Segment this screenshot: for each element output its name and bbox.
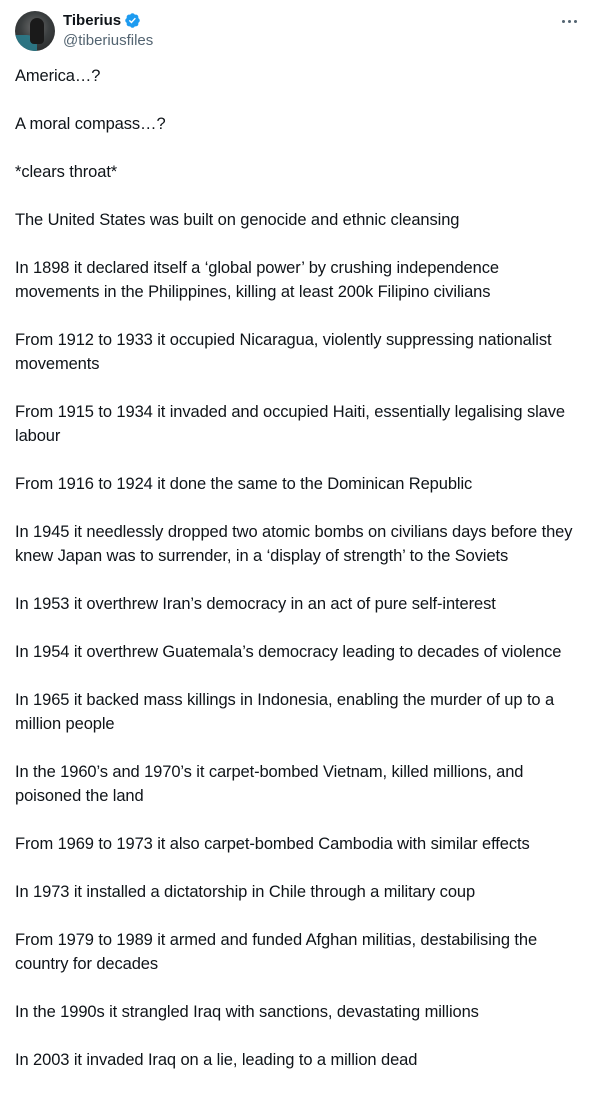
tweet-paragraph: In 1953 it overthrew Iran’s democracy in an act of pure self-interest: [15, 595, 496, 613]
more-options-icon[interactable]: [558, 11, 580, 31]
tweet-paragraph: In 2003 it invaded Iraq on a lie, leading to a million dead: [15, 1051, 418, 1069]
tweet-header: [15, 11, 584, 53]
more-dot: [568, 20, 571, 23]
avatar-figure: [30, 18, 44, 44]
avatar[interactable]: [15, 11, 55, 51]
tweet-paragraph: In 1898 it declared itself a ‘global power’ by crushing independence movements in the Philippines, killing at least 200k Filipino civilians: [15, 259, 499, 301]
tweet-paragraph: *clears throat*: [15, 163, 118, 181]
tweet-paragraph: From 1979 to 1989 it armed and funded Afghan militias, destabilising the country for decades: [15, 931, 538, 973]
tweet-text: [15, 64, 585, 1096]
more-dot: [562, 20, 565, 23]
tweet-paragraph: From 1969 to 1973 it also carpet-bombed Cambodia with similar effects: [15, 835, 530, 853]
author-names: [63, 11, 153, 49]
tweet-paragraph: America…?: [15, 67, 101, 85]
more-dot: [574, 20, 577, 23]
tweet-paragraph: In 1945 it needlessly dropped two atomic bombs on civilians days before they knew Japan was to surrender, in a ‘display of strength’ to the Soviets: [15, 523, 573, 565]
tweet-paragraph: In 1954 it overthrew Guatemala’s democracy leading to decades of violence: [15, 643, 562, 661]
author-handle[interactable]: @tiberiusfiles: [63, 32, 154, 49]
tweet-paragraph: In 1973 it installed a dictatorship in Chile through a military coup: [15, 883, 476, 901]
tweet-paragraph: In the 1990s it strangled Iraq with sanctions, devastating millions: [15, 1003, 479, 1021]
tweet-paragraph: The United States was built on genocide and ethnic cleansing: [15, 211, 460, 229]
tweet-paragraph: From 1912 to 1933 it occupied Nicaragua, violently suppressing nationalist movements: [15, 331, 552, 373]
author-display-name[interactable]: Tiberius: [63, 11, 122, 29]
tweet-paragraph: In the 1960’s and 1970’s it carpet-bombed Vietnam, killed millions, and poisoned the land: [15, 763, 524, 805]
tweet-paragraph: A moral compass…?: [15, 115, 166, 133]
tweet-paragraph: From 1915 to 1934 it invaded and occupied Haiti, essentially legalising slave labour: [15, 403, 565, 445]
verified-badge-icon: [124, 12, 141, 29]
tweet-paragraph: From 1916 to 1924 it done the same to the Dominican Republic: [15, 475, 473, 493]
display-name-row: [63, 11, 153, 29]
tweet-paragraph: In 1965 it backed mass killings in Indonesia, enabling the murder of up to a million people: [15, 691, 555, 733]
